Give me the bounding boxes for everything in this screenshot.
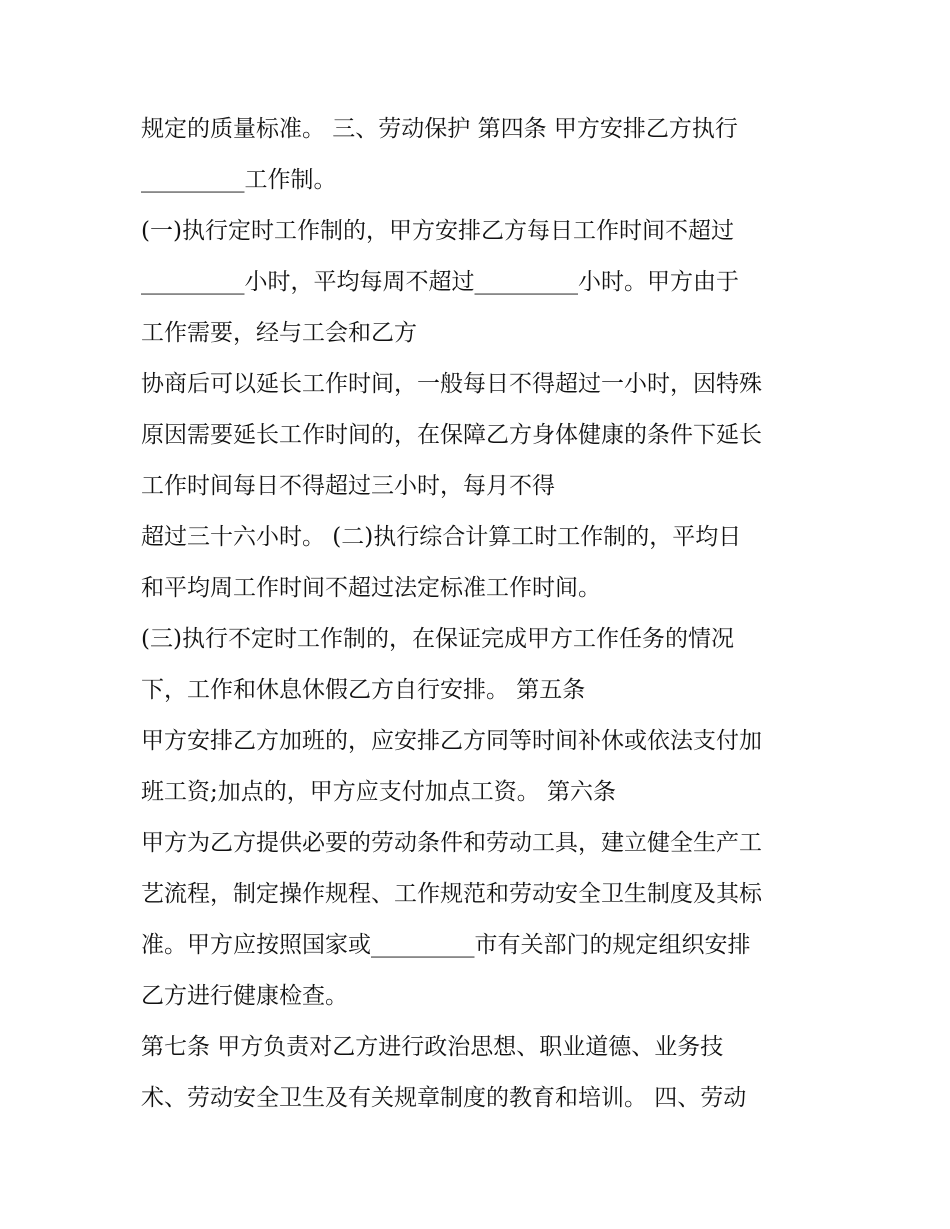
body-text	[141, 108, 831, 1128]
text-line: 工作时间每日不得超过三小时，每月不得	[141, 473, 555, 499]
text-line: 协商后可以延长工作时间，一般每日不得超过一小时，因特殊	[141, 371, 762, 397]
text-line: 超过三十六小时。 (二)执行综合计算工时工作制的，平均日	[141, 524, 742, 550]
text-line: 工作需要，经与工会和乙方	[141, 320, 417, 346]
text-line: 原因需要延长工作时间的，在保障乙方身体健康的条件下延长	[141, 422, 762, 448]
text-line: 甲方安排乙方加班的，应安排乙方同等时间补休或依法支付加	[141, 728, 762, 754]
text-line: 甲方为乙方提供必要的劳动条件和劳动工具，建立健全生产工	[141, 830, 762, 856]
text-line: 术、劳动安全卫生及有关规章制度的教育和培训。 四、劳动	[141, 1085, 747, 1111]
text-line: 乙方进行健康检查。	[141, 983, 348, 1009]
text-line: 第七条 甲方负责对乙方进行政治思想、职业道德、业务技	[141, 1034, 724, 1060]
text-line: 规定的质量标准。 三、劳动保护 第四条 甲方安排乙方执行	[141, 116, 738, 142]
text-line: _________工作制。	[141, 167, 337, 193]
text-line: _________小时，平均每周不超过_________小时。甲方由于	[141, 269, 739, 295]
text-line: 班工资;加点的，甲方应支付加点工资。 第六条	[141, 779, 617, 805]
text-line: 准。甲方应按照国家或_________市有关部门的规定组织安排	[141, 932, 751, 958]
text-line: 和平均周工作时间不超过法定标准工作时间。	[141, 575, 601, 601]
text-line: (一)执行定时工作制的，甲方安排乙方每日工作时间不超过	[141, 218, 734, 244]
text-line: 下，工作和休息休假乙方自行安排。 第五条	[141, 677, 586, 703]
text-line: (三)执行不定时工作制的，在保证完成甲方工作任务的情况	[141, 626, 734, 652]
text-line: 艺流程，制定操作规程、工作规范和劳动安全卫生制度及其标	[141, 881, 762, 907]
